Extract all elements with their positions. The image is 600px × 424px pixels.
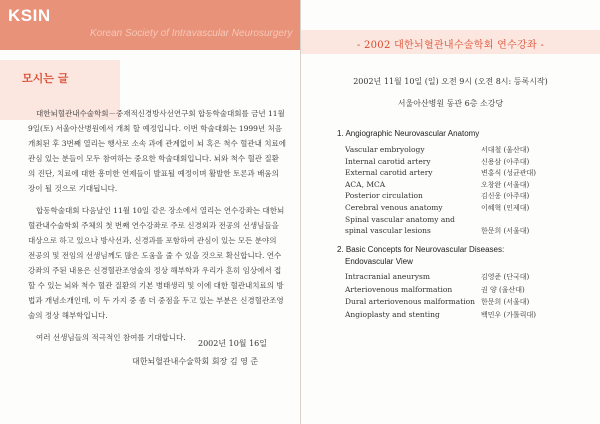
society-name: Korean Society of Intravascular Neurosurgery bbox=[90, 28, 293, 39]
agenda-item bbox=[345, 285, 585, 298]
agenda-topic: Vascular embryology bbox=[345, 145, 425, 154]
agenda-topic: Intracranial aneurysm bbox=[345, 272, 430, 281]
section-heading-line: 2. Basic Concepts for Neurovascular Diseases: bbox=[337, 245, 505, 254]
letter-signature: 대한뇌혈관내수술학회 회장 김 영 준 bbox=[132, 357, 259, 366]
course-panel bbox=[301, 0, 600, 424]
agenda-item bbox=[345, 180, 585, 192]
agenda-topic: Spinal vascular anatomy and bbox=[345, 214, 455, 224]
agenda-topic: External carotid artery bbox=[345, 168, 433, 178]
agenda-speaker: 한문희 (서울대) bbox=[481, 298, 530, 307]
agenda-topic: Dural arteriovenous malformation bbox=[345, 297, 475, 307]
event-datetime: 2002년 11월 10일 (일) 오전 9시 (오전 8시: 등록시작) bbox=[353, 77, 548, 86]
header-band bbox=[0, 0, 300, 50]
agenda-item bbox=[345, 272, 585, 285]
agenda-item bbox=[345, 145, 585, 157]
agenda-speaker: 오창완 (서울대) bbox=[481, 180, 530, 189]
agenda-topic: Cerebral venous anatomy bbox=[345, 202, 443, 212]
agenda-speaker: 백민우 (가톨릭대) bbox=[481, 310, 537, 319]
agenda-item bbox=[345, 191, 585, 203]
section-heading bbox=[337, 244, 577, 268]
agenda-speaker: 이혜혁 (인제대) bbox=[481, 203, 530, 212]
agenda-speaker: 김영준 (단국대) bbox=[481, 273, 530, 281]
agenda-speaker: 서대철 (울산대) bbox=[481, 146, 530, 154]
agenda-item bbox=[345, 168, 585, 180]
agenda-item bbox=[345, 203, 585, 215]
invitation-letter bbox=[28, 106, 286, 352]
section-heading: 1. Angiographic Neurovascular Anatomy bbox=[337, 129, 480, 138]
letter-paragraph: 여러 선생님들의 적극적인 참여를 기대합니다. bbox=[36, 333, 186, 342]
course-title: - 2002 대한뇌혈관내수술학회 연수강좌 - bbox=[356, 40, 545, 51]
agenda-item bbox=[345, 157, 585, 169]
letter-paragraph: 합동학술대회 다음날인 11월 10일 같은 장소에서 열리는 연수강좌는 대한뇌혈관내수술학회 주체의 첫 번째 연수강좌로 주로 신경외과 전공의 선생님들을 대상으로 하고 있으나 방사선과, 신경과를 포함하여 관심이 있는 모든 분야의 전공의 및 전임의 선생님께도 많은 도움을 줄 수 있을 것으로 확신합니다. 연수 강좌의 주된 내용은 신경혈관조영술의 정상 해부학과 우리가 흔히 임상에서 접할 수 있는 뇌와 척수 혈관 질환의 기본 병태생리 및 이에 대한 혈관내치료의 방법과 개념소개인데, 이 두 가지 중 좀 더 중점을 두고 있는 부분은 신경혈관조영술의 정상 해부학입니다. bbox=[28, 206, 285, 320]
agenda-topic: spinal vascular lesions bbox=[345, 226, 431, 236]
agenda-item bbox=[345, 310, 585, 323]
invitation-title: 모시는 글 bbox=[22, 72, 69, 85]
agenda-topic: Posterior circulation bbox=[345, 191, 423, 201]
agenda-item bbox=[345, 297, 585, 310]
section-heading-line: Endovascular View bbox=[345, 257, 413, 266]
agenda-list bbox=[345, 145, 585, 238]
agenda-topic: Internal carotid artery bbox=[345, 156, 431, 166]
ksin-logo: KSIN bbox=[8, 6, 51, 25]
agenda-item bbox=[345, 226, 585, 238]
agenda-speaker: 변홍식 (성균관대) bbox=[481, 169, 537, 178]
agenda-item bbox=[345, 215, 585, 227]
agenda-topic: ACA, MCA bbox=[345, 179, 386, 189]
agenda-speaker: 신용삼 (아주대) bbox=[481, 157, 530, 166]
letter-date: 2002년 10월 16일 bbox=[198, 339, 267, 348]
event-venue: 서울아산병원 동관 6층 소강당 bbox=[397, 99, 504, 108]
agenda-topic: Angioplasty and stenting bbox=[345, 309, 440, 319]
agenda-speaker: 권 양 (울산대) bbox=[481, 285, 525, 294]
agenda-speaker: 김신웅 (아주대) bbox=[481, 192, 530, 201]
letter-paragraph: 대한뇌혈관내수술학회－중재적신경방사선연구회 합동학술대회를 금년 11월 9일(토) 서울아산병원에서 개최 할 예정입니다. 이번 학술대회는 1999년 처음 개최된 후 3번째 열리는 행사로 소속 과에 관계없이 뇌 혹은 척수 혈관내 치료에 관심 있는 분들이 모두 참여하는 중요한 학술대회입니다. 뇌와 척수 혈관 질환의 진단, 치료에 대한 흥미한 연제들이 발표될 예정이며 활발한 토론과 배움의 장이 될 것으로 기대됩니다. bbox=[28, 109, 286, 193]
agenda-topic: Arteriovenous malformation bbox=[345, 284, 453, 294]
agenda-speaker: 한문희 (서울대) bbox=[481, 227, 530, 236]
agenda-list bbox=[345, 272, 585, 322]
